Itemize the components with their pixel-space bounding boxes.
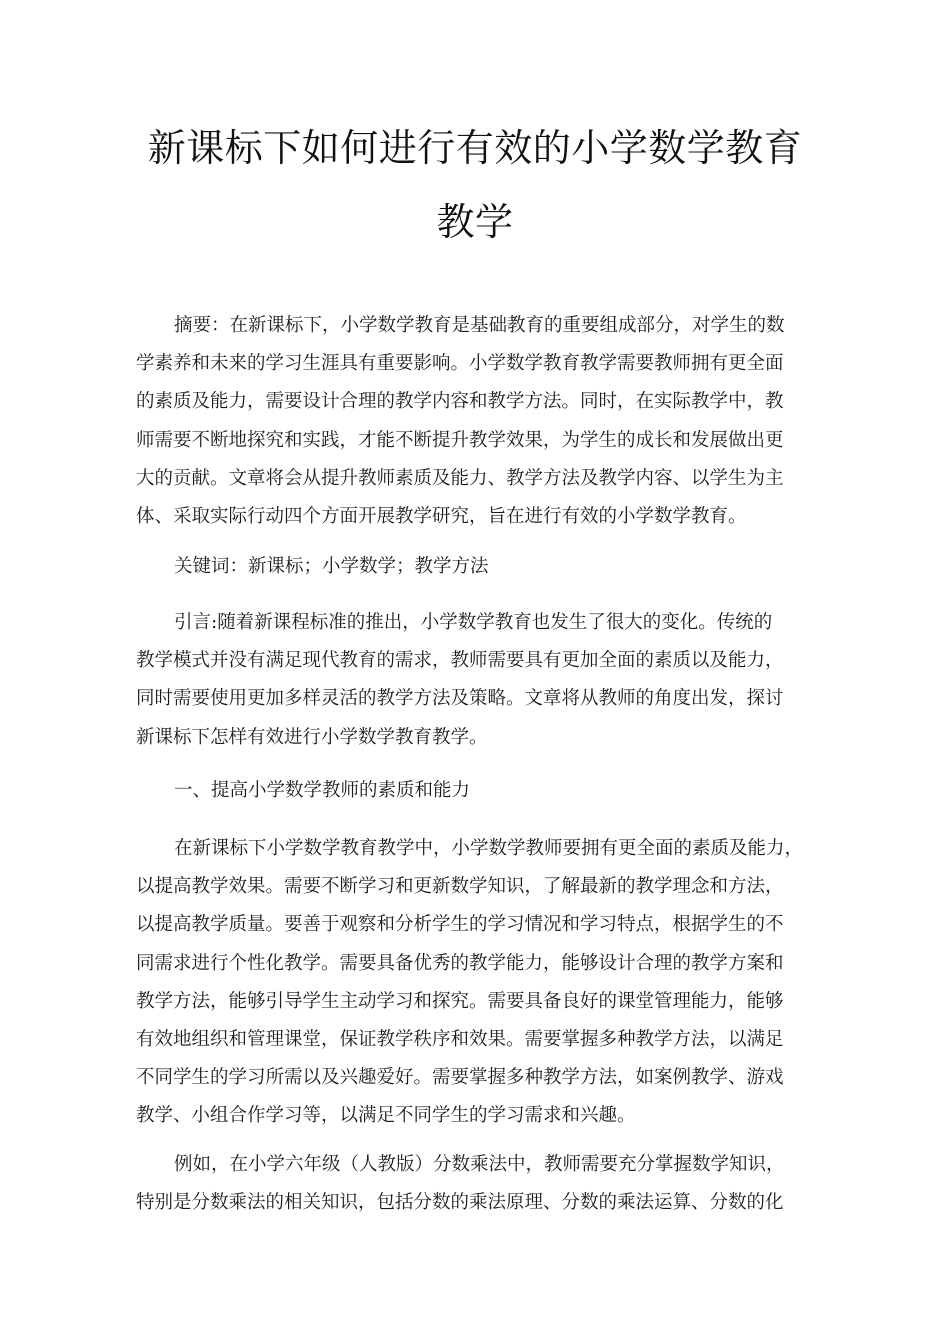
- text-line: 大的贡献。文章将会从提升教师素质及能力、教学方法及教学内容、以学生为主: [136, 467, 784, 489]
- text-line: 以提高教学质量。要善于观察和分析学生的学习情况和学习特点，根据学生的不: [136, 914, 784, 936]
- section-1-heading: 一、提高小学数学教师的素质和能力: [174, 780, 471, 801]
- abstract-paragraph: [136, 307, 826, 536]
- text-line: 特别是分数乘法的相关知识，包括分数的乘法原理、分数的乘法运算、分数的化: [136, 1192, 784, 1214]
- text-line: 的素质及能力，需要设计合理的教学内容和教学方法。同时，在实际教学中，教: [136, 391, 784, 413]
- keywords-line: 关键词：新课标；小学数学；教学方法: [174, 556, 489, 577]
- text-line: 不同学生的学习所需以及兴趣爱好。需要掌握多种教学方法，如案例教学、游戏: [136, 1067, 784, 1089]
- example-paragraph: [136, 1146, 826, 1222]
- text-line: 引言:随着新课程标准的推出，小学数学教育也发生了很大的变化。传统的: [174, 612, 773, 633]
- keywords-paragraph: [136, 548, 826, 586]
- text-line: 教学方法，能够引导学生主动学习和探究。需要具备良好的课堂管理能力，能够: [136, 990, 784, 1012]
- text-line: 摘要：在新课标下，小学数学教育是基础教育的重要组成部分，对学生的数: [174, 315, 785, 336]
- text-line: 学素养和未来的学习生涯具有重要影响。小学数学教育教学需要教师拥有更全面: [136, 353, 784, 375]
- text-line: 例如，在小学六年级（人教版）分数乘法中，教师需要充分掌握数学知识，: [174, 1154, 785, 1175]
- text-line: 有效地组织和管理课堂，保证教学秩序和效果。需要掌握多种教学方法，以满足: [136, 1028, 784, 1050]
- text-line: 新课标下怎样有效进行小学数学教育教学。: [136, 726, 488, 748]
- text-line: 体、采取实际行动四个方面开展教学研究，旨在进行有效的小学数学教育。: [136, 505, 747, 527]
- document-title-line-2: 教学: [436, 200, 514, 244]
- intro-paragraph: [136, 604, 826, 757]
- section-1-paragraph: [136, 830, 826, 1136]
- text-line: 教学模式并没有满足现代教育的需求，教师需要具有更加全面的素质以及能力，: [136, 650, 784, 672]
- section-heading: [136, 772, 826, 810]
- text-line: 同时需要使用更加多样灵活的教学方法及策略。文章将从教师的角度出发，探讨: [136, 688, 784, 710]
- document-title-line-1: 新课标下如何进行有效的小学数学教育: [147, 126, 803, 170]
- text-line: 教学、小组合作学习等，以满足不同学生的学习需求和兴趣。: [136, 1105, 636, 1127]
- text-line: 同需求进行个性化教学。需要具备优秀的教学能力，能够设计合理的教学方案和: [136, 952, 784, 974]
- text-line: 师需要不断地探究和实践，才能不断提升教学效果，为学生的成长和发展做出更: [136, 429, 784, 451]
- text-line: 以提高教学效果。需要不断学习和更新数学知识，了解最新的教学理念和方法，: [136, 876, 784, 898]
- text-line: 在新课标下小学数学教育教学中，小学数学教师要拥有更全面的素质及能力，: [174, 838, 804, 859]
